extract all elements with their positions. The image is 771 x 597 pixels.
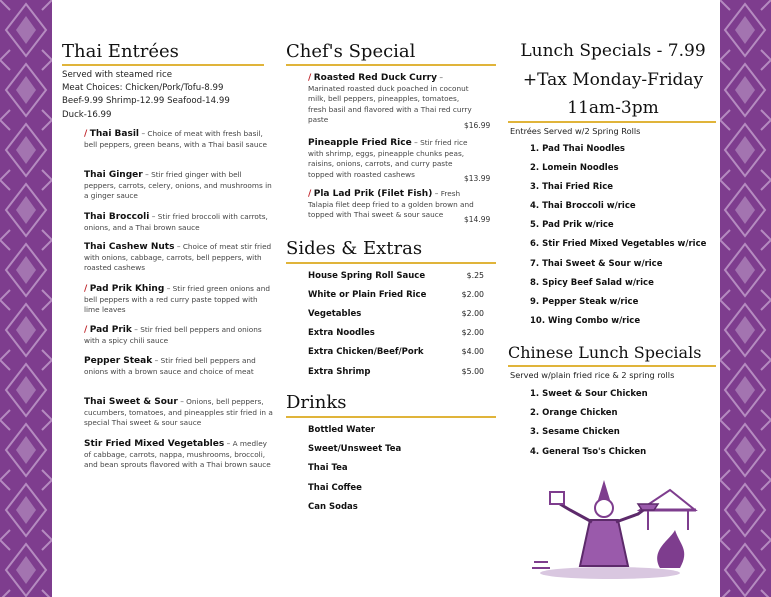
intro-line: Served with steamed rice <box>62 70 172 80</box>
item-description: – Choice of meat with fresh basil, bell peppers, green beans, with a Thai basil sauce <box>84 129 268 149</box>
item-name: Pad Prik Khing <box>89 284 165 294</box>
item-name: Thai Sweet & Sour <box>84 397 178 407</box>
item-name: Pad Prik <box>89 325 132 335</box>
item-description: – Onions, bell peppers, cucumbers, tomatoes, and pineapples stir fried in a special Thai sweet & sour sauce <box>84 397 273 428</box>
item-description: – Stir fried bell peppers and onions with a spicy chili sauce <box>84 325 262 345</box>
menu-item <box>84 242 274 274</box>
menu-item <box>84 325 274 346</box>
lunch-item: 7. Thai Sweet & Sour w/rice <box>530 259 663 269</box>
side-item: White or Plain Fried Rice <box>308 290 427 300</box>
divider <box>62 64 264 66</box>
item-name: Pineapple Fried Rice <box>308 138 412 148</box>
chinese-item: 2. Orange Chicken <box>530 408 618 418</box>
menu-item <box>84 129 274 150</box>
item-name: Pla Lad Prik (Filet Fish) <box>313 189 433 199</box>
item-name: Thai Basil <box>89 129 140 139</box>
item-description: – Stir fried bell peppers and onions with a brown sauce and choice of meat <box>84 356 256 376</box>
item-description: – Stir fried rice with shrimp, eggs, pineapple chunks peas, raisins, onions, carrots, and curry paste topped with roasted cashews <box>308 138 468 179</box>
item-name: Pepper Steak <box>84 356 153 366</box>
lunch-item: 8. Spicy Beef Salad w/rice <box>530 278 654 288</box>
special-item <box>308 73 478 126</box>
side-price: $5.00 <box>461 367 484 376</box>
chili-icon: / <box>84 284 88 294</box>
chinese-title: Chinese Lunch Specials <box>508 343 702 362</box>
menu-item <box>84 439 274 471</box>
thai-dancer-illustration <box>520 470 700 585</box>
lunch-days: +Tax Monday-Friday <box>522 70 704 90</box>
side-price: $2.00 <box>461 290 484 299</box>
side-item: Vegetables <box>308 309 362 319</box>
drink-item: Can Sodas <box>308 502 358 512</box>
lunch-item: 1. Pad Thai Noodles <box>530 144 625 154</box>
lunch-subtitle: Entrées Served w/2 Spring Rolls <box>510 126 641 136</box>
menu-item <box>84 356 274 377</box>
lunch-item: 3. Thai Fried Rice <box>530 182 613 192</box>
divider <box>286 416 496 418</box>
lunch-item: 10. Wing Combo w/rice <box>530 316 641 326</box>
side-item: Extra Noodles <box>308 328 375 338</box>
right-pattern-border <box>720 0 771 597</box>
side-item: House Spring Roll Sauce <box>308 271 426 281</box>
item-description: – Stir fried broccoli with carrots, onions, and a Thai brown sauce <box>84 212 268 232</box>
side-item: Extra Shrimp <box>308 367 371 377</box>
item-name: Roasted Red Duck Curry <box>313 73 437 83</box>
intro-line: Meat Choices: Chicken/Pork/Tofu-8.99 <box>62 83 224 94</box>
item-description: – Marinated roasted duck poached in coconut milk, bell peppers, pineapples, tomatoes, fresh basil and flavored with a Thai red curry paste <box>308 73 472 125</box>
item-name: Thai Cashew Nuts <box>84 242 175 252</box>
item-description: – Choice of meat stir fried with onions, cabbage, carrots, bell peppers, with roasted cashews <box>84 242 272 273</box>
divider <box>286 262 496 264</box>
intro-line: Beef-9.99 Shrimp-12.99 Seafood-14.99 <box>62 96 230 107</box>
side-price: $2.00 <box>461 328 484 337</box>
lunch-item: 2. Lomein Noodles <box>530 163 619 173</box>
lunch-hours: 11am-3pm <box>567 98 659 118</box>
intro-line: Duck-16.99 <box>62 109 112 120</box>
side-price: $.25 <box>466 271 484 280</box>
chefs-special-title: Chef's Special <box>286 41 416 62</box>
lunch-title: Lunch Specials - 7.99 <box>520 41 706 61</box>
menu-item <box>84 170 274 202</box>
menu-item <box>84 212 274 233</box>
chili-icon: / <box>84 129 88 139</box>
side-price: $2.00 <box>461 309 484 318</box>
thai-entrees-intro <box>62 69 230 122</box>
item-description: – Fresh Talapia filet deep fried to a golden brown and topped with Thai sweet & sour sauce <box>308 189 474 220</box>
drinks-title: Drinks <box>286 392 347 413</box>
chinese-item: 3. Sesame Chicken <box>530 427 620 437</box>
left-pattern-border <box>0 0 52 597</box>
lunch-item: 6. Stir Fried Mixed Vegetables w/rice <box>530 239 707 249</box>
menu-item <box>84 284 274 316</box>
item-name: Thai Ginger <box>84 170 143 180</box>
drink-item: Thai Tea <box>308 463 348 473</box>
item-description: – Stir fried ginger with bell peppers, carrots, celery, onions, and mushrooms in a ginger sauce <box>84 170 272 201</box>
chinese-subtitle: Served w/plain fried rice & 2 spring rolls <box>510 370 675 380</box>
chili-icon: / <box>308 73 312 83</box>
item-price: $13.99 <box>464 174 491 183</box>
item-name: Thai Broccoli <box>84 212 150 222</box>
item-price: $16.99 <box>464 121 491 130</box>
item-price: $14.99 <box>464 215 491 224</box>
divider <box>286 64 496 66</box>
drink-item: Sweet/Unsweet Tea <box>308 444 402 454</box>
menu-item <box>84 397 274 429</box>
divider <box>508 121 716 123</box>
special-item <box>308 189 480 221</box>
thai-entrees-title: Thai Entrées <box>62 41 179 62</box>
side-price: $4.00 <box>461 347 484 356</box>
chinese-item: 4. General Tso's Chicken <box>530 447 647 457</box>
menu-page <box>52 0 720 597</box>
item-name: Stir Fried Mixed Vegetables <box>84 439 225 449</box>
chili-icon: / <box>84 325 88 335</box>
chinese-item: 1. Sweet & Sour Chicken <box>530 389 648 399</box>
item-description: – A medley of cabbage, carrots, nappa, mushrooms, broccoli, and bean sprouts flavored with a Thai brown sauce <box>84 439 271 470</box>
lunch-item: 5. Pad Prik w/rice <box>530 220 614 230</box>
divider <box>508 365 716 367</box>
sides-title: Sides & Extras <box>286 238 423 259</box>
drink-item: Bottled Water <box>308 425 375 435</box>
special-item <box>308 138 478 180</box>
item-description: – Stir fried green onions and bell peppers with a red curry paste topped with lime leaves <box>84 284 270 315</box>
chili-icon: / <box>308 189 312 199</box>
lunch-item: 9. Pepper Steak w/rice <box>530 297 639 307</box>
lunch-item: 4. Thai Broccoli w/rice <box>530 201 636 211</box>
drink-item: Thai Coffee <box>308 483 362 493</box>
side-item: Extra Chicken/Beef/Pork <box>308 347 424 357</box>
